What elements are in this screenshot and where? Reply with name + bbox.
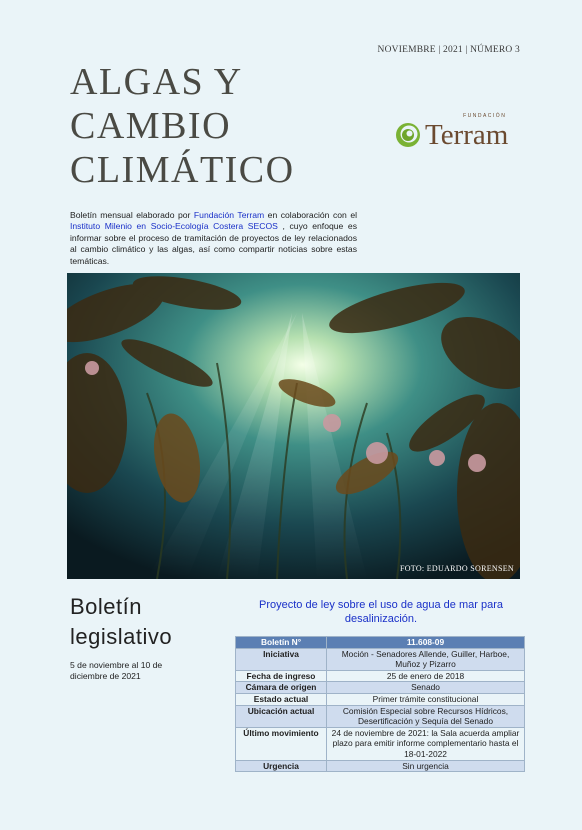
table-row <box>236 693 525 705</box>
table-key: Urgencia <box>236 760 327 772</box>
terram-logo[interactable] <box>394 113 509 151</box>
table-key: Fecha de ingreso <box>236 670 327 682</box>
title-line: ALGAS Y <box>70 61 243 103</box>
photo-credit: FOTO: EDUARDO SORENSEN <box>399 564 514 573</box>
table-value: Sin urgencia <box>327 760 525 772</box>
kelp-forest-image <box>67 273 520 579</box>
secos-link[interactable]: Instituto Milenio en Socio-Ecología Costera SECOS <box>70 221 278 232</box>
fundacion-terram-link[interactable]: Fundación Terram <box>193 210 265 220</box>
table-key: Boletín N° <box>236 637 327 649</box>
table-value: Comisión Especial sobre Recursos Hídricos, Desertificación y Sequía del Senado <box>327 705 525 727</box>
table-row <box>236 637 525 649</box>
table-key: Iniciativa <box>236 648 327 670</box>
table-row <box>236 705 525 727</box>
table-row <box>236 670 525 682</box>
logo-name: Terram <box>425 119 509 151</box>
title-line: CLIMÁTICO <box>70 149 295 191</box>
intro-paragraph: Boletín mensual elaborado por Fundación Terram en colaboración con el Instituto Milenio en Socio-Ecología Costera SECOS , cuyo enfoque es informar sobre el proceso de tramitación de proyectos de ley relacionados al cambio climático y las algas, así como compartir noticias sobre estas temáticas. <box>70 210 358 266</box>
title-line: CAMBIO <box>70 105 232 147</box>
table-row <box>236 648 525 670</box>
table-key: Estado actual <box>236 693 327 705</box>
table-value: Moción - Senadores Allende, Guiller, Harboe, Muñoz y Pizarro <box>327 648 525 670</box>
project-info-table <box>235 636 525 772</box>
project-title: Proyecto de ley sobre el uso de agua de mar para desalinización. <box>259 599 503 625</box>
kelp-forest-photo <box>67 273 520 579</box>
table-value: 24 de noviembre de 2021: la Sala acuerda ampliar plazo para emitir informe complementario hasta el 18-01-2022 <box>327 727 525 760</box>
newsletter-title <box>70 60 295 192</box>
table-key: Ubicación actual <box>236 705 327 727</box>
date-range: 5 de noviembre al 10 de diciembre de 2021 <box>70 660 163 681</box>
issue-info: NOVIEMBRE | 2021 | NÚMERO 3 <box>377 45 520 55</box>
table-row <box>236 682 525 694</box>
table-value: Primer trámite constitucional <box>327 693 525 705</box>
table-value: 25 de enero de 2018 <box>327 670 525 682</box>
boletin-legislativo-heading: Boletín legislativo <box>70 594 173 649</box>
table-row <box>236 727 525 760</box>
spiral-icon <box>394 121 422 149</box>
table-key: Cámara de origen <box>236 682 327 694</box>
table-row <box>236 760 525 772</box>
logo-subtitle: FUNDACIÓN <box>463 113 507 119</box>
table-value: Senado <box>327 682 525 694</box>
table-key: Último movimiento <box>236 727 327 760</box>
table-value: 11.608-09 <box>327 637 525 649</box>
